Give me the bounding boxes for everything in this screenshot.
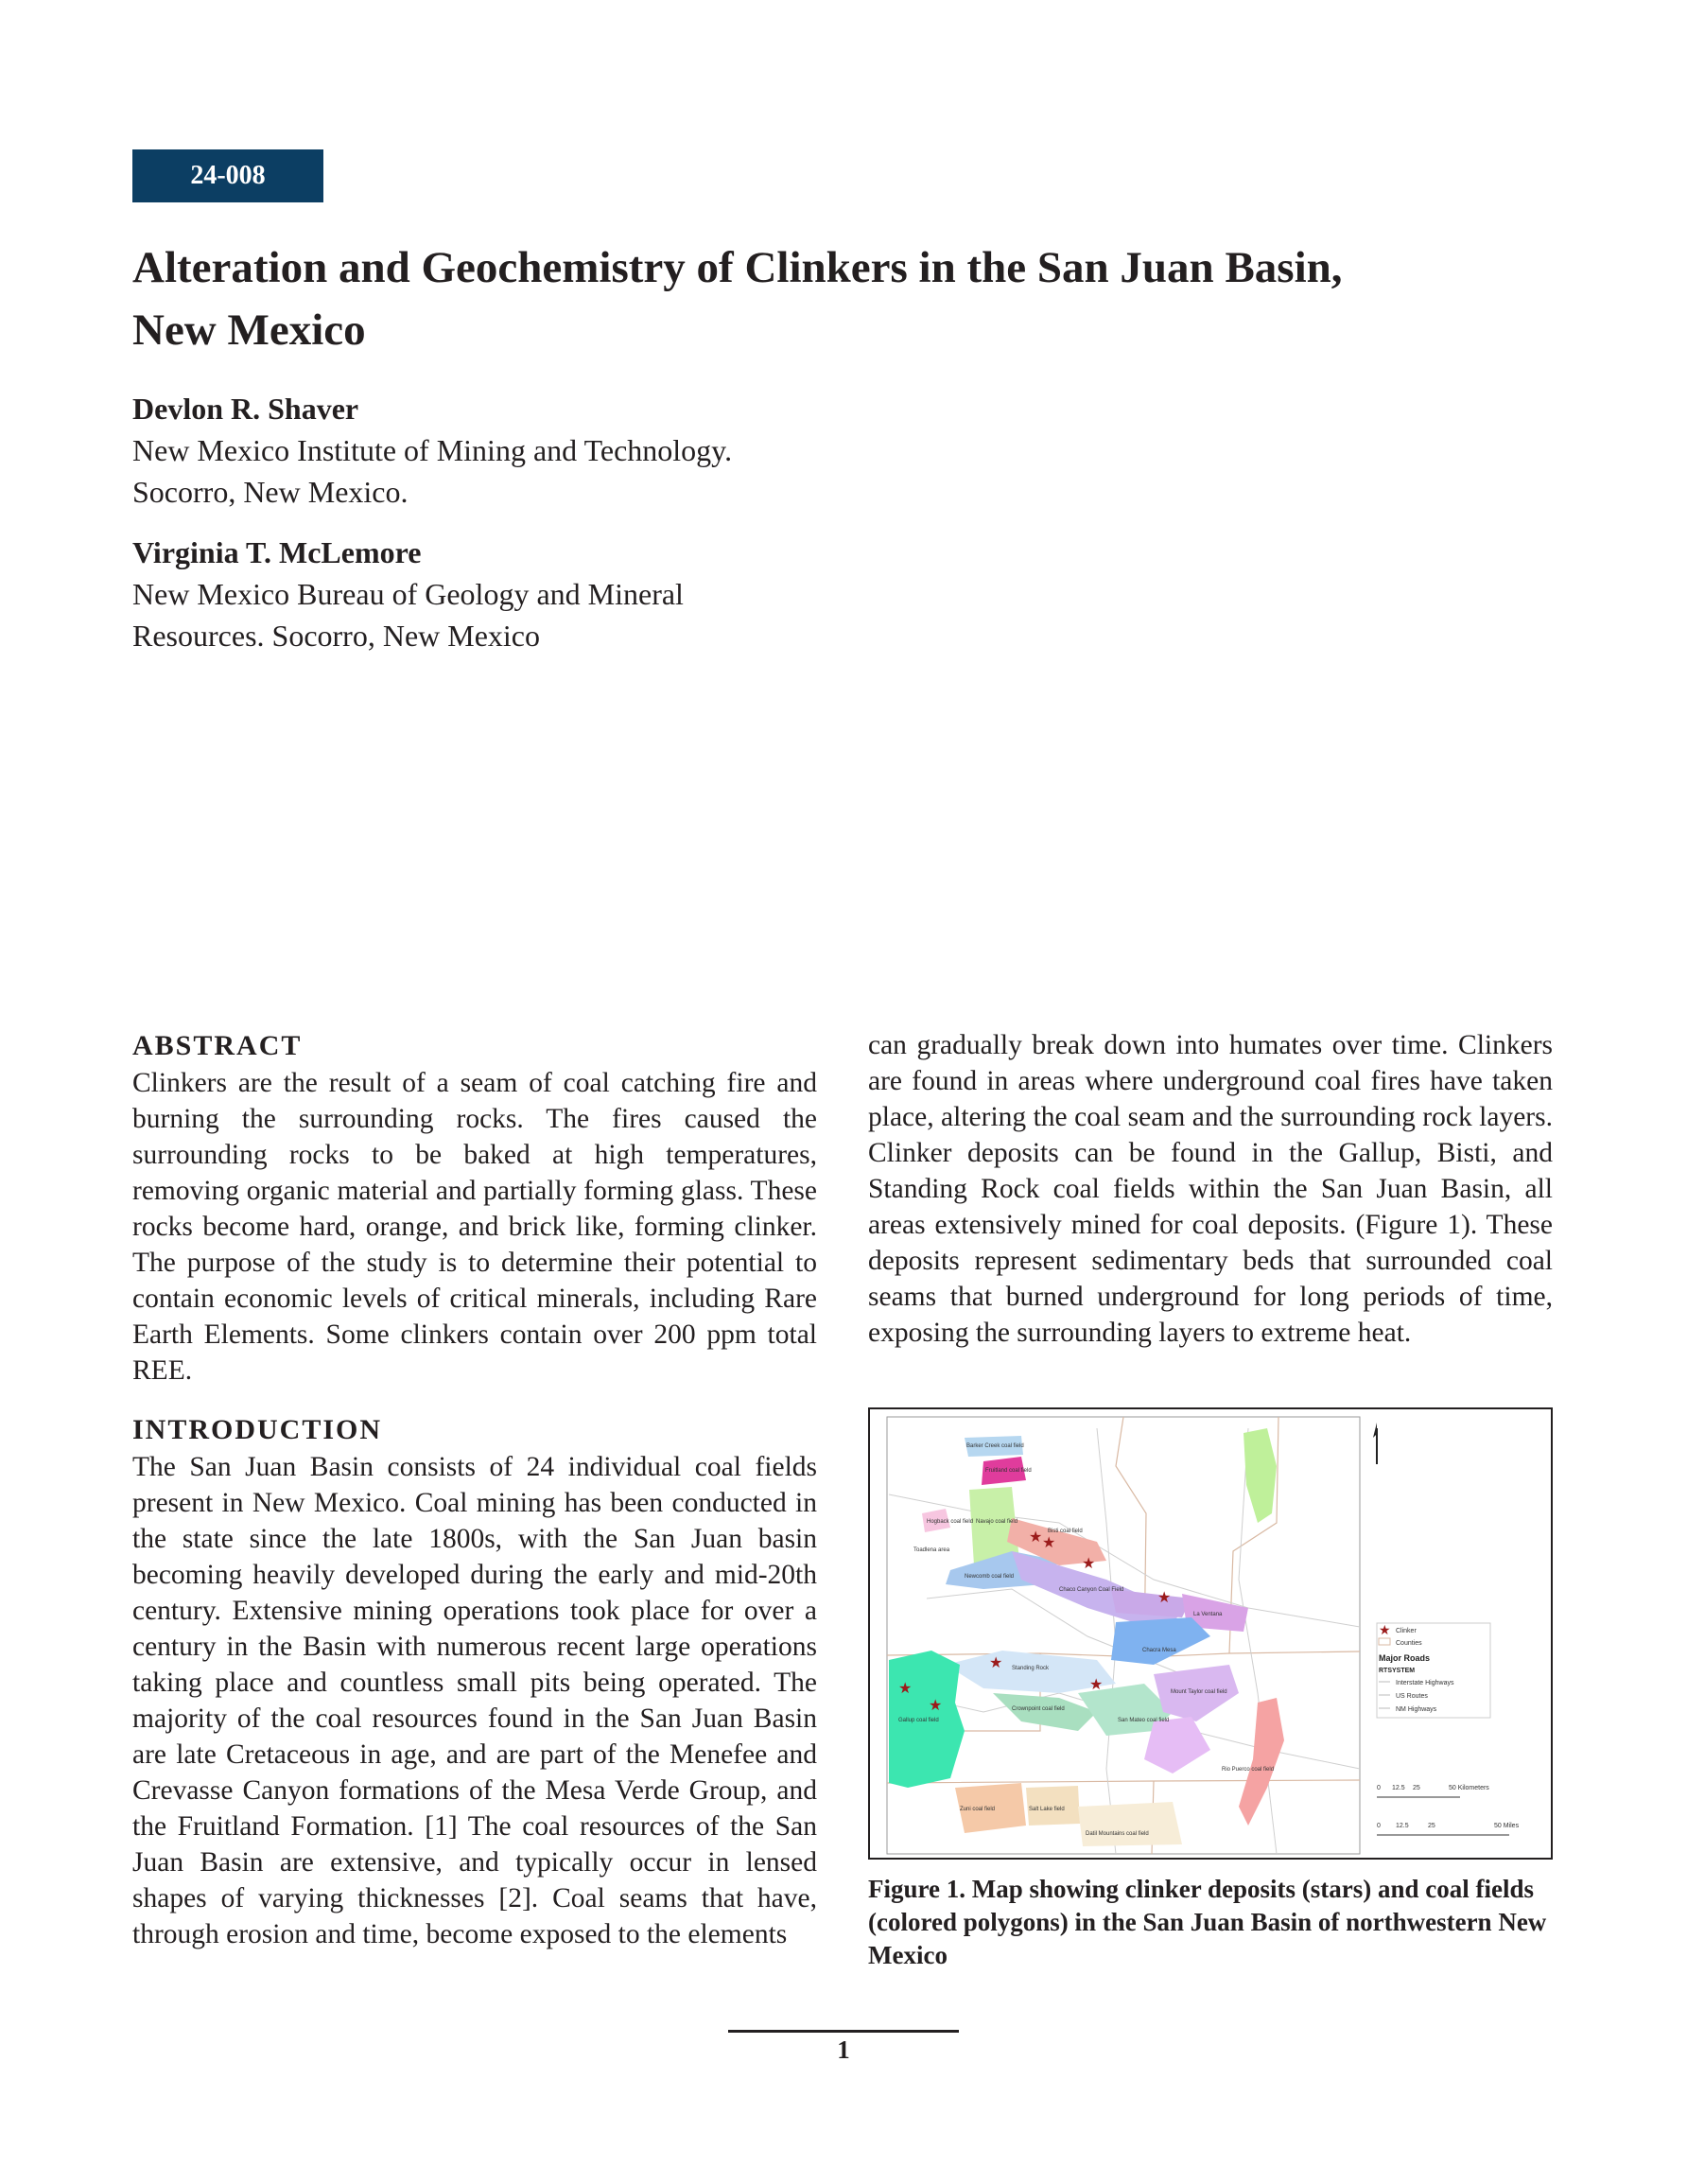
author-name: Devlon R. Shaver (132, 392, 359, 426)
legend-roads-title: Major Roads (1379, 1653, 1431, 1663)
clinker-star: ★ (1082, 1556, 1096, 1572)
author-affiliation: Resources. Socorro, New Mexico (132, 619, 540, 653)
field-label: Gallup coal field (898, 1718, 939, 1723)
field-label: Zuni coal field (960, 1807, 996, 1812)
footer-rule (728, 2030, 959, 2033)
clinker-star: ★ (1029, 1529, 1043, 1546)
map-svg (870, 1409, 1551, 1858)
scale-bars (1377, 1785, 1520, 1835)
field-label: Salt Lake field (1029, 1807, 1065, 1812)
legend-star-icon: ★ (1379, 1622, 1391, 1637)
abstract-heading: ABSTRACT (132, 1030, 303, 1061)
report-number-badge: 24-008 (132, 149, 323, 202)
field-label: Navajo coal field (976, 1519, 1018, 1525)
field-label: Chacra Mesa (1142, 1648, 1176, 1653)
field-label: Datil Mountains coal field (1086, 1831, 1149, 1837)
field-label: Chaco Canyon Coal Field (1059, 1587, 1124, 1593)
field-label: Fruitland coal field (985, 1468, 1032, 1474)
page-number: 1 (837, 2035, 850, 2064)
clinker-star: ★ (898, 1681, 913, 1697)
scale-km-1: 12.5 (1392, 1785, 1405, 1791)
salt-lake-field (1026, 1786, 1080, 1826)
legend-us-routes: US Routes (1396, 1693, 1428, 1700)
legend-clinker: Clinker (1396, 1628, 1417, 1634)
title-line-1: Alteration and Geochemistry of Clinkers in the San Juan Basin, (132, 243, 1343, 292)
figure-caption: Figure 1. Map showing clinker deposits (stars) and coal fields (colored polygons) in the San Juan Basin of northwestern New Mexico (868, 1875, 1547, 1969)
scale-km-0: 0 (1377, 1785, 1381, 1791)
clinker-star: ★ (1042, 1535, 1056, 1551)
introduction-text: The San Juan Basin consists of 24 individual coal fields present in New Mexico. Coal mining has been conducted in the state since the late 1800s, with the San Juan basin becoming heavily developed during the early and mid-20th century. Extensive mining operations took place for over a century in the Basin with numerous recent large operations taking place and countless small pits being operated. The majority of the coal resources found in the San Juan Basin are late Cretaceous in age, and are part of the Menefee and Crevasse Canyon formations of the Mesa Verde Group, and the Fruitland Formation. [1] The coal resources of the San Juan Basin are extensive, and typically occur in lensed shapes of varying thicknesses [2]. Coal seams that have, through erosion and time, become exposed to the elements (132, 1452, 817, 1949)
scale-mi-2: 25 (1428, 1823, 1435, 1829)
field-label: Mount Taylor coal field (1171, 1689, 1227, 1695)
legend-nm-highways: NM Highways (1396, 1706, 1437, 1713)
legend-counties: Counties (1396, 1640, 1422, 1647)
author-affiliation: New Mexico Bureau of Geology and Mineral (132, 577, 684, 611)
scale-mi-3: 50 Miles (1494, 1823, 1520, 1829)
legend-interstate: Interstate Highways (1396, 1680, 1454, 1686)
field-label: Barker Creek coal field (966, 1443, 1024, 1449)
clinker-star: ★ (1089, 1677, 1104, 1693)
author-name: Virginia T. McLemore (132, 535, 422, 569)
author-affiliation: Socorro, New Mexico. (132, 475, 409, 509)
scale-km-3: 50 Kilometers (1449, 1785, 1489, 1791)
datil-field (1078, 1802, 1182, 1846)
map-legend (1377, 1622, 1490, 1718)
introduction-continuation: can gradually break down into humates over time. Clinkers are found in areas where underground coal fires have taken place, altering the coal seam and the surrounding rock layers. Clinker deposits can be found in the Gallup, Bisti, and Standing Rock coal fields within the San Juan Basin, all areas extensively mined for coal deposits. (Figure 1). These deposits represent sedimentary beds that surrounded coal seams that burned underground for long periods of time, exposing the surrounding layers to extreme heat. (868, 1030, 1553, 1348)
field-label: Standing Rock (1012, 1666, 1050, 1671)
field-label: San Mateo coal field (1118, 1718, 1170, 1723)
field-label: Newcomb coal field (965, 1574, 1015, 1580)
field-label: La Ventana (1193, 1612, 1223, 1617)
right-column (868, 1027, 1553, 1351)
author-block-2 (132, 532, 983, 656)
introduction-heading: INTRODUCTION (132, 1414, 383, 1445)
legend-rtsystem: RTSYSTEM (1379, 1668, 1416, 1674)
field-label: Bisti coal field (1048, 1529, 1083, 1534)
field-label: Toadlena area (913, 1547, 950, 1553)
scale-mi-0: 0 (1377, 1823, 1381, 1829)
scale-mi-1: 12.5 (1396, 1823, 1409, 1829)
paper-title (132, 236, 1456, 361)
author-affiliation: New Mexico Institute of Mining and Technology. (132, 433, 733, 467)
field-label: Hogback coal field (927, 1519, 974, 1525)
north-arrow-icon (1373, 1423, 1377, 1464)
clinker-star: ★ (989, 1655, 1003, 1671)
title-line-2: New Mexico (132, 306, 366, 355)
figure-1-map (868, 1407, 1553, 1860)
abstract-text: Clinkers are the result of a seam of coal catching fire and burning the surrounding rocks. The fires caused the surrounding rocks to be baked at high temperatures, removing organic material and partially forming glass. These rocks become hard, orange, and brick like, forming clinker. The purpose of the study is to determine their potential to contain economic levels of critical minerals, including Rare Earth Elements. Some clinkers contain over 200 ppm total REE. (132, 1068, 817, 1386)
left-column (132, 1027, 817, 1952)
author-block-1 (132, 388, 983, 513)
field-label: Crownpoint coal field (1012, 1706, 1065, 1712)
scale-km-2: 25 (1413, 1785, 1420, 1791)
clinker-star: ★ (929, 1698, 943, 1714)
clinker-star: ★ (1157, 1590, 1172, 1606)
field-label: Rio Puerco coal field (1222, 1767, 1275, 1773)
